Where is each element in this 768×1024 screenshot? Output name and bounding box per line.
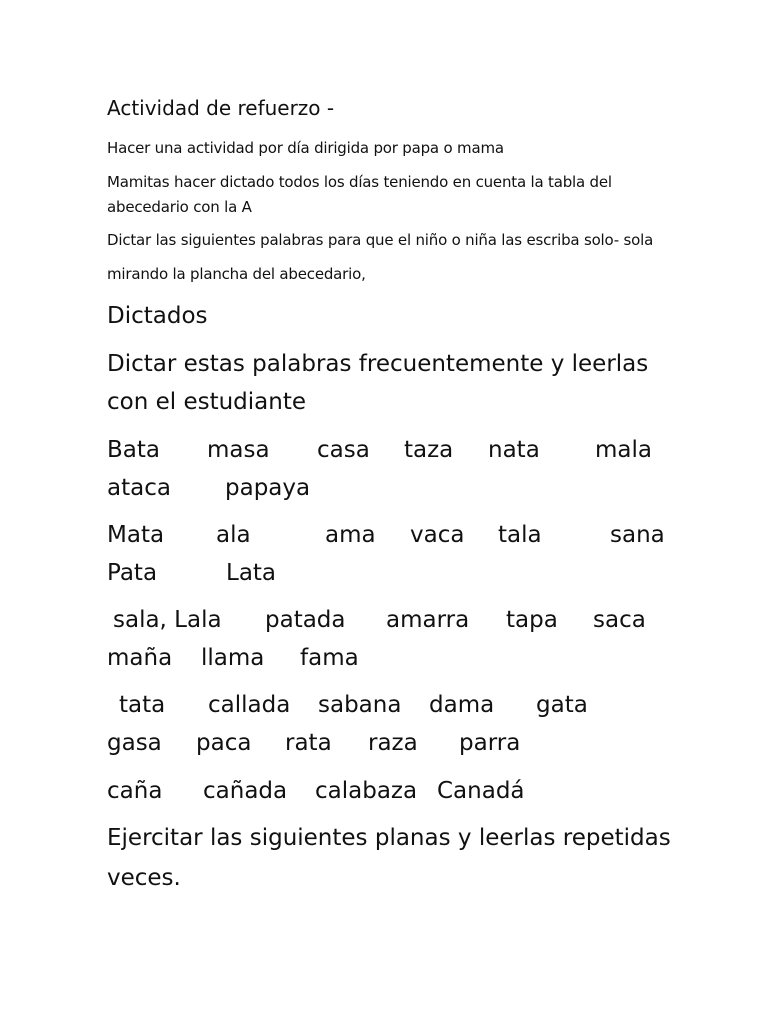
word: ama — [325, 522, 376, 548]
word: papaya — [225, 475, 311, 501]
section-intro-line: Dictar estas palabras frecuentemente y leerlas — [107, 351, 649, 377]
word: saca — [593, 607, 646, 633]
word: masa — [207, 437, 270, 463]
word: Lata — [226, 560, 277, 586]
word: vaca — [410, 522, 465, 548]
word: maña — [107, 645, 173, 671]
word: caña — [107, 778, 163, 804]
word: Bata — [107, 437, 160, 463]
word: patada — [265, 607, 346, 633]
word: ala — [216, 522, 251, 548]
word: callada — [208, 692, 291, 718]
word: tala — [498, 522, 542, 548]
word: nata — [488, 437, 540, 463]
word: fama — [300, 645, 359, 671]
word: tata — [119, 692, 166, 718]
word: taza — [404, 437, 454, 463]
section-title: Dictados — [107, 303, 208, 329]
word: gata — [536, 692, 588, 718]
word: raza — [368, 730, 418, 756]
closing-line: veces. — [107, 865, 181, 891]
word: cañada — [203, 778, 288, 804]
word: rata — [285, 730, 332, 756]
word: sala, Lala — [113, 607, 222, 633]
word: sana — [610, 522, 665, 548]
word: sabana — [318, 692, 402, 718]
word: dama — [429, 692, 495, 718]
instruction-line: mirando la plancha del abecedario, — [107, 265, 366, 283]
word: parra — [459, 730, 521, 756]
activity-title: Actividad de refuerzo - — [107, 96, 335, 120]
word: llama — [201, 645, 265, 671]
word: Canadá — [437, 778, 525, 804]
word: casa — [317, 437, 370, 463]
word: tapa — [506, 607, 558, 633]
instruction-line: Dictar las siguientes palabras para que el niño o niña las escriba solo- sola — [107, 231, 654, 249]
word: amarra — [386, 607, 470, 633]
instruction-line: abecedario con la A — [107, 198, 252, 216]
word: Pata — [107, 560, 158, 586]
instruction-line: Hacer una actividad por día dirigida por papa o mama — [107, 139, 504, 157]
word: Mata — [107, 522, 165, 548]
word: mala — [595, 437, 652, 463]
section-intro-line: con el estudiante — [107, 389, 307, 415]
closing-line: Ejercitar las siguientes planas y leerlas repetidas — [107, 825, 671, 851]
word: ataca — [107, 475, 171, 501]
word: paca — [196, 730, 252, 756]
word: gasa — [107, 730, 162, 756]
word: calabaza — [315, 778, 418, 804]
instruction-line: Mamitas hacer dictado todos los días teniendo en cuenta la tabla del — [107, 173, 612, 191]
